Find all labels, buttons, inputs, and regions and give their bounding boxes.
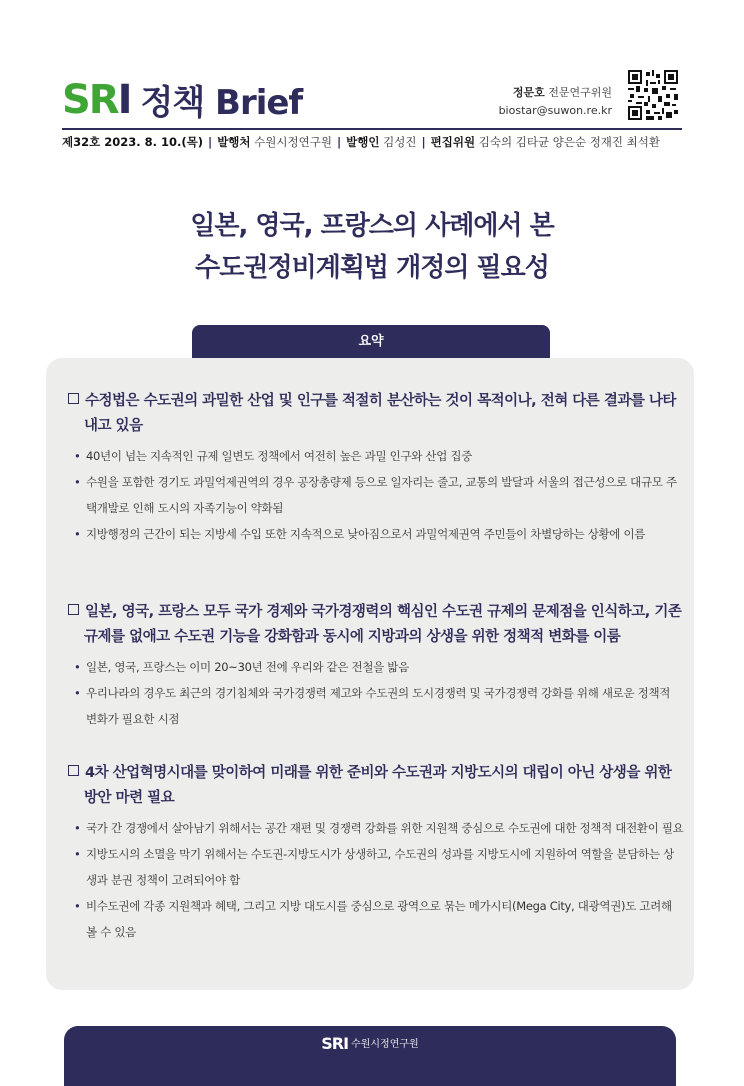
checkbox-square-icon: [68, 765, 79, 776]
summary-tab: 요약: [192, 325, 550, 359]
issue-number: 제32호 2023. 8. 10.(목): [62, 135, 203, 149]
author-role: 전문연구위원: [548, 86, 612, 99]
author-email: biostar@suwon.re.kr: [498, 104, 612, 117]
list-item: • 지방행정의 근간이 되는 지방세 수입 또한 지속적으로 낮아짐으로서 과밀억제권역 주민들이 차별당하는 상황에 이름: [68, 521, 684, 547]
section-heading: [68, 389, 684, 439]
section-heading: [68, 600, 684, 650]
footer-logo-mark: SRI: [321, 1034, 349, 1053]
list-item: • 일본, 영국, 프랑스는 이미 20~30년 전에 우리와 같은 전철을 밟음: [68, 654, 684, 680]
page-title: [0, 205, 744, 289]
footer-org-name: 수원시정연구원: [351, 1039, 419, 1050]
list-item: • 우리나라의 경우도 최근의 경기침체와 국가경쟁력 제고와 수도권의 도시경쟁력 및 국가경쟁력 강화를 위해 새로운 정책적 변화가 필요한 시점: [68, 680, 684, 732]
brief-title: 정책 Brief: [140, 83, 303, 123]
section-heading-text: 4차 산업혁명시대를 맞이하여 미래를 위한 준비와 수도권과 지방도시의 대립이 아닌 상생을 위한 방안 마련 필요: [84, 765, 672, 806]
list-item: • 국가 간 경쟁에서 살아남기 위해서는 공간 재편 및 경쟁력 강화를 위한 지원책 중심으로 수도권에 대한 정책적 대전환이 필요: [68, 815, 684, 841]
issuer: 김성진: [383, 135, 417, 149]
checkbox-square-icon: [68, 604, 79, 615]
logo-i: I: [117, 77, 133, 123]
qr-code-icon: [628, 70, 678, 120]
author-info: [499, 84, 612, 120]
checkbox-square-icon: [68, 393, 79, 404]
section-heading-text: 일본, 영국, 프랑스 모두 국가 경제와 국가경쟁력의 핵심인 수도권 규제의 문제점을 인식하고, 기존 규제를 없애고 수도권 기능을 강화함과 동시에 지방과의 상생을 위한 정책적 변화를 이룸: [84, 604, 682, 645]
list-item: • 지방도시의 소멸을 막기 위해서는 수도권-지방도시가 상생하고, 수도권의 성과를 지방도시에 지원하여 역할을 분담하는 상생과 분권 정책이 고려되어야 함: [68, 841, 684, 893]
publisher: 수원시정연구원: [254, 135, 332, 149]
list-item: • 비수도권에 각종 지원책과 혜택, 그리고 지방 대도시를 중심으로 광역으로 묶는 메가시티(Mega City, 대광역권)도 고려해 볼 수 있음: [68, 893, 684, 945]
logo-sr: SR: [62, 77, 118, 123]
publisher-label: 발행처: [217, 135, 251, 149]
issuer-label: 발행인: [346, 135, 380, 149]
footer-logo: [64, 1034, 676, 1053]
issue-meta: 제32호 2023. 8. 10.(목) | 발행처 수원시정연구원 | 발행인 김성진 | 편집위원 김숙의 김타균 양은순 정재진 최석환: [62, 135, 661, 149]
editors-label: 편집위원: [430, 135, 476, 149]
summary-section: [68, 761, 684, 945]
header: [62, 66, 682, 128]
section-heading-text: 수정법은 수도권의 과밀한 산업 및 인구를 적절히 분산하는 것이 목적이나, 전혀 다른 결과를 나타내고 있음: [84, 393, 676, 434]
title-line-1: 일본, 영국, 프랑스의 사례에서 본: [190, 211, 554, 241]
author-name: 정문호: [512, 86, 545, 99]
title-line-2: 수도권정비계획법 개정의 필요성: [195, 253, 549, 283]
summary-section: [68, 389, 684, 547]
editors: 김숙의 김타균 양은순 정재진 최석환: [478, 135, 661, 149]
list-item: • 수원을 포함한 경기도 과밀억제권역의 경우 공장총량제 등으로 일자리는 줄고, 교통의 발달과 서울의 접근성으로 대규모 주택개발로 인해 도시의 자족기능이 약화됨: [68, 469, 684, 521]
sri-logo: [62, 74, 303, 123]
list-item: • 40년이 넘는 지속적인 규제 일변도 정책에서 여전히 높은 과밀 인구와 산업 집중: [68, 443, 684, 469]
footer-bar: [64, 1026, 676, 1086]
section-heading: [68, 761, 684, 811]
header-rule: [62, 128, 682, 130]
summary-section: [68, 600, 684, 732]
